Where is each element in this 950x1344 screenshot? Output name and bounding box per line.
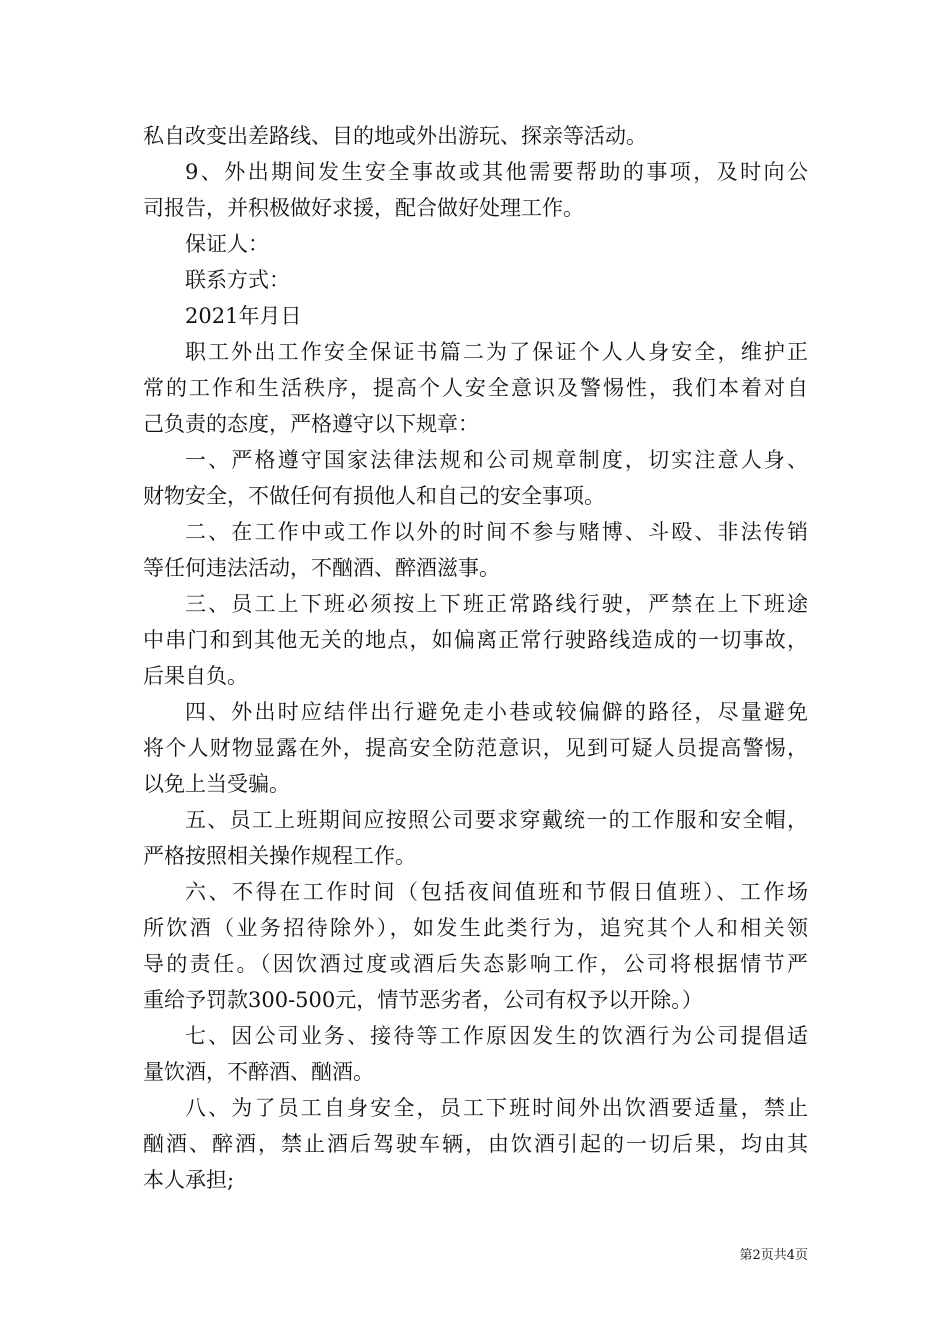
body-text-line: 八、为了员工自身安全，员工下班时间外出饮酒要适量，禁止 (185, 1096, 808, 1120)
body-text-line: 后果自负。 (143, 664, 248, 688)
body-text-line: 严格按照相关操作规程工作。 (143, 844, 416, 868)
body-text-line: 三、员工上下班必须按上下班正常路线行驶，严禁在上下班途 (185, 592, 808, 616)
body-text-line: 联系方式： (185, 268, 290, 292)
body-text-line: 常的工作和生活秩序，提高个人安全意识及警惕性，我们本着对自 (143, 376, 808, 400)
body-text-line: 所饮酒（业务招待除外），如发生此类行为，追究其个人和相关领 (143, 916, 808, 940)
body-text-line: 将个人财物显露在外，提高安全防范意识，见到可疑人员提高警惕， (143, 736, 808, 760)
body-text-line: 七、因公司业务、接待等工作原因发生的饮酒行为公司提倡适 (185, 1024, 808, 1048)
page-number-footer: 第2页共4页 (739, 1248, 808, 1263)
body-text-line: 四、外出时应结伴出行避免走小巷或较偏僻的路径，尽量避免 (185, 700, 808, 724)
body-text-line: 五、员工上班期间应按照公司要求穿戴统一的工作服和安全帽， (185, 808, 808, 832)
body-text-line: 职工外出工作安全保证书篇二为了保证个人人身安全，维护正 (185, 340, 808, 364)
body-text-line: 中串门和到其他无关的地点，如偏离正常行驶路线造成的一切事故， (143, 628, 808, 652)
body-text-line: 二、在工作中或工作以外的时间不参与赌博、斗殴、非法传销 (185, 520, 808, 544)
body-text-line: 2021年月日 (185, 304, 302, 328)
body-text-line: 六、不得在工作时间（包括夜间值班和节假日值班）、工作场 (185, 880, 808, 904)
body-text-line: 本人承担; (143, 1168, 235, 1192)
body-text-line: 9、外出期间发生安全事故或其他需要帮助的事项，及时向公 (185, 160, 808, 184)
body-text-line: 财物安全，不做任何有损他人和自己的安全事项。 (143, 484, 605, 508)
body-text-line: 量饮酒，不醉酒、酗酒。 (143, 1060, 374, 1084)
body-text-line: 重给予罚款300-500元，情节恶劣者，公司有权予以开除。） (143, 988, 703, 1012)
body-text-line: 导的责任。（因饮酒过度或酒后失态影响工作，公司将根据情节严 (143, 952, 808, 976)
body-text-line: 保证人： (185, 232, 269, 256)
body-text-line: 以免上当受骗。 (143, 772, 290, 796)
body-text-line: 司报告，并积极做好求援，配合做好处理工作。 (143, 196, 584, 220)
body-text-line: 一、严格遵守国家法律法规和公司规章制度，切实注意人身、 (185, 448, 808, 472)
body-text-line: 等任何违法活动，不酗酒、醉酒滋事。 (143, 556, 500, 580)
body-text-line: 私自改变出差路线、目的地或外出游玩、探亲等活动。 (143, 124, 647, 148)
body-text-line: 酗酒、醉酒，禁止酒后驾驶车辆，由饮酒引起的一切后果，均由其 (143, 1132, 808, 1156)
document-body (143, 118, 808, 1198)
body-text-line: 己负责的态度，严格遵守以下规章： (143, 412, 479, 436)
